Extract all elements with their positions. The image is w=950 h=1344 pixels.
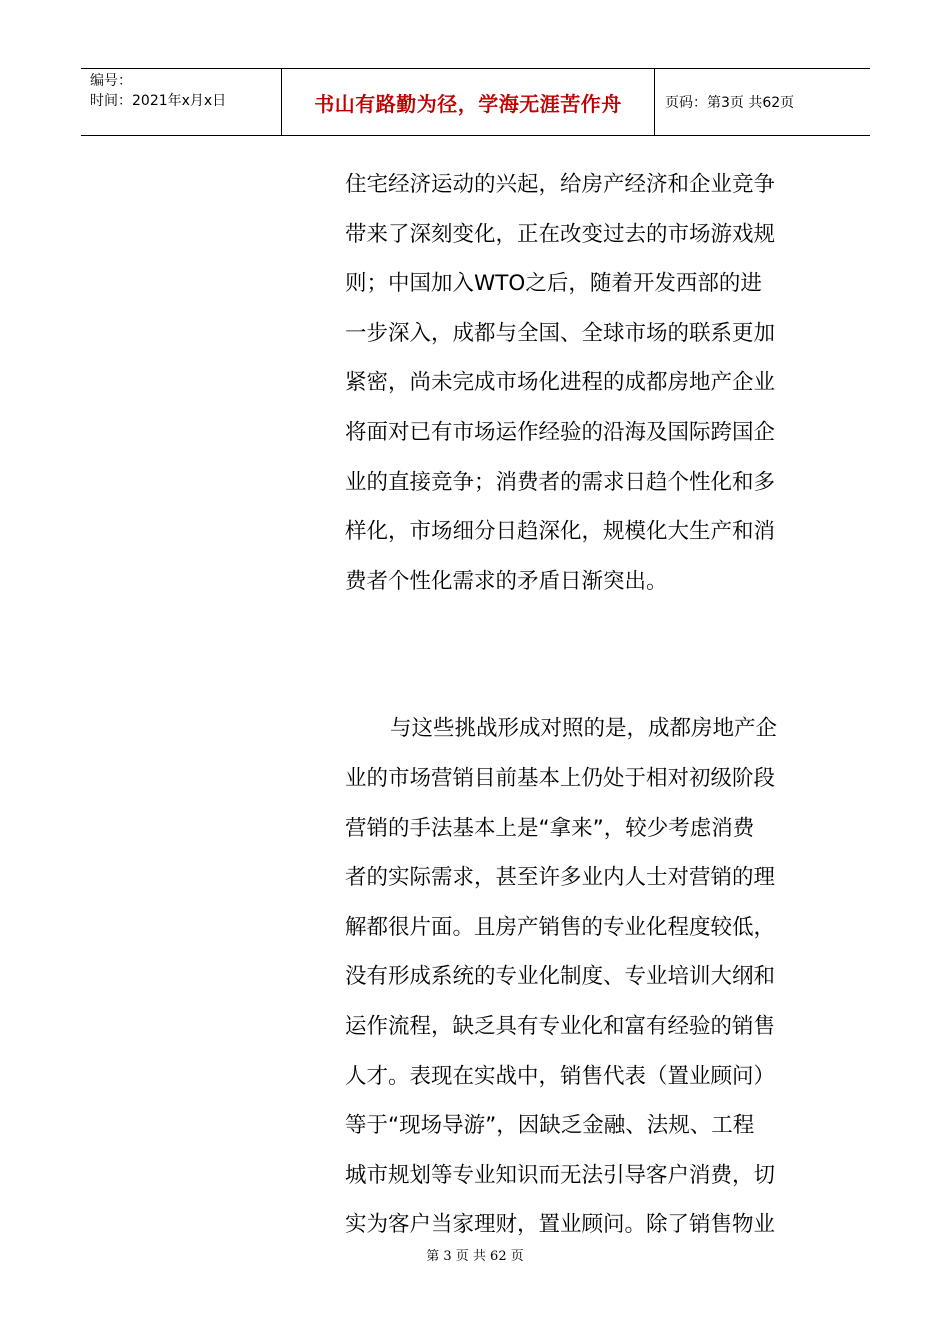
text-line: 没有形成系统的专业化制度、专业培训大纲和: [345, 964, 776, 990]
text-line: 则；中国加入WTO之后，随着开发西部的进: [345, 271, 762, 297]
text-line: 业的直接竞争；消费者的需求日趋个性化和多: [345, 469, 776, 495]
text-line: 住宅经济运动的兴起，给房产经济和企业竞争: [345, 172, 776, 197]
header-page-info: 页码：第3页 共62页: [665, 95, 795, 111]
text-line: 运作流程，缺乏具有专业化和富有经验的销售: [345, 1013, 776, 1039]
text-line: 营销的手法基本上是“拿来”，较少考虑消费: [345, 815, 755, 841]
document-body: [345, 160, 815, 1250]
text-line: 将面对已有市场运作经验的沿海及国际跨国企: [345, 419, 776, 445]
page-footer: 第 3 页 共 62 页: [426, 1249, 524, 1264]
text-line: 人才。表现在实战中，销售代表（置业顾问）: [345, 1063, 776, 1089]
text-line: 与这些挑战形成对照的是，成都房地产企: [390, 716, 778, 742]
document-time-label: 时间：2021年x月x日: [90, 93, 227, 109]
text-line: 业的市场营销目前基本上仍处于相对初级阶段: [345, 765, 776, 791]
text-line: 费者个性化需求的矛盾日渐突出。: [345, 568, 668, 594]
text-line: 一步深入，成都与全国、全球市场的联系更加: [345, 320, 776, 346]
text-line: 者的实际需求，甚至许多业内人士对营销的理: [345, 865, 776, 891]
text-line: 城市规划等专业知识而无法引导客户消费，切: [345, 1162, 776, 1188]
text-line: 等于“现场导游”，因缺乏金融、法规、工程: [345, 1113, 755, 1139]
text-line: 样化，市场细分日趋深化，规模化大生产和消: [345, 519, 776, 545]
text-line: 带来了深刻变化，正在改变过去的市场游戏规: [345, 221, 776, 247]
document-number-label: 编号：: [90, 73, 132, 89]
text-line: 解都很片面。且房产销售的专业化程度较低，: [345, 914, 776, 940]
header-motto: 书山有路勤为径，学海无涯苦作舟: [281, 69, 655, 135]
paragraph-2: [345, 704, 815, 1250]
page-header: [81, 68, 870, 136]
paragraph-1: [345, 160, 815, 606]
paragraph-gap: [345, 606, 815, 704]
text-line: 紧密，尚未完成市场化进程的成都房地产企业: [345, 370, 776, 396]
header-meta: [81, 69, 281, 135]
text-line: 实为客户当家理财，置业顾问。除了销售物业: [345, 1212, 776, 1238]
